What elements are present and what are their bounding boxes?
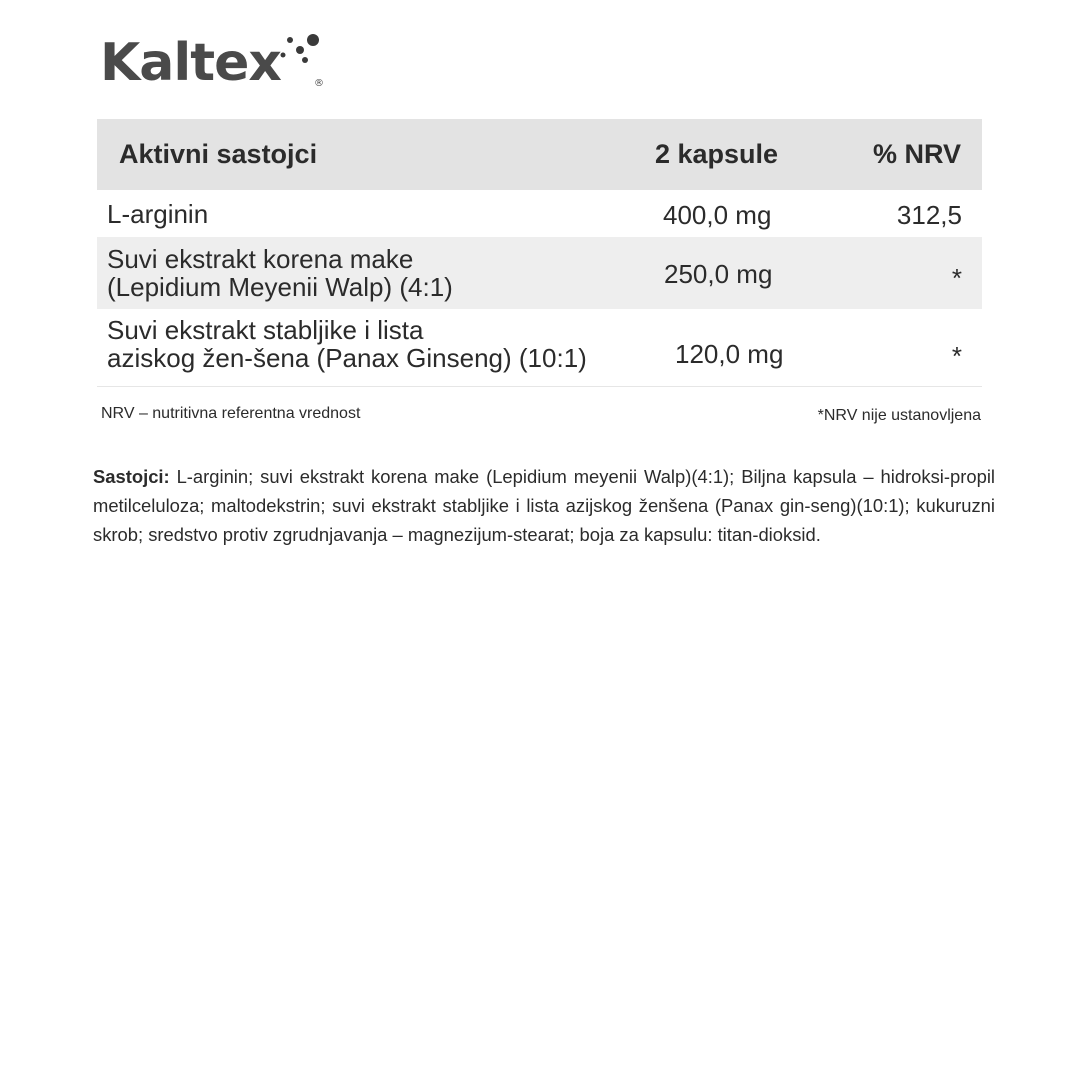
ingredient-dose: 400,0 mg: [663, 200, 772, 230]
ingredient-name: L-arginin: [107, 199, 209, 229]
table-header: [97, 119, 982, 190]
ingredients-label: Sastojci:: [93, 466, 170, 487]
ingredient-dose: 120,0 mg: [675, 339, 784, 369]
registered-mark: ®: [314, 78, 324, 89]
header-dose: 2 kapsule: [655, 139, 779, 169]
header-active-ingredients: Aktivni sastojci: [119, 139, 318, 169]
table-row: [97, 237, 982, 309]
ingredients-text: L-arginin; suvi ekstrakt korena make (Lepidium meyenii Walp)(4:1); Biljna kapsula – hidroksi-propil metilceluloza; maltodekstrin; suvi ekstrakt stabljike i lista azijskog ženšena (Panax gin-seng)(10:1); kukuruzni skrob; sredstvo protiv zgrudnjavanja – magnezijum-stearat; boja za kapsulu: titan-dioksid.: [93, 466, 995, 545]
nrv-definition-note: NRV – nutritivna referentna vrednost: [101, 405, 361, 422]
header-nrv: % NRV: [872, 139, 961, 169]
ingredient-nrv: *: [951, 341, 962, 371]
nutrition-table: [97, 119, 982, 387]
table-row: [97, 309, 982, 387]
ingredient-name: Suvi ekstrakt stabljike i lista aziskog žen-šena (Panax Ginseng) (10:1): [107, 315, 587, 373]
ingredients-paragraph: [93, 462, 995, 549]
ingredient-name: Suvi ekstrakt korena make (Lepidium Meyenii Walp) (4:1): [107, 244, 453, 302]
ingredient-dose: 250,0 mg: [664, 259, 773, 289]
logo-dots-icon: [281, 34, 320, 63]
brand-logo-wordmark: Kaltex: [100, 33, 281, 92]
table-row: [97, 190, 982, 237]
nrv-not-established-note: *NRV nije ustanovljena: [817, 407, 981, 424]
brand-logo: [100, 28, 330, 92]
ingredient-nrv: 312,5: [896, 200, 962, 230]
ingredient-nrv: *: [951, 263, 962, 293]
